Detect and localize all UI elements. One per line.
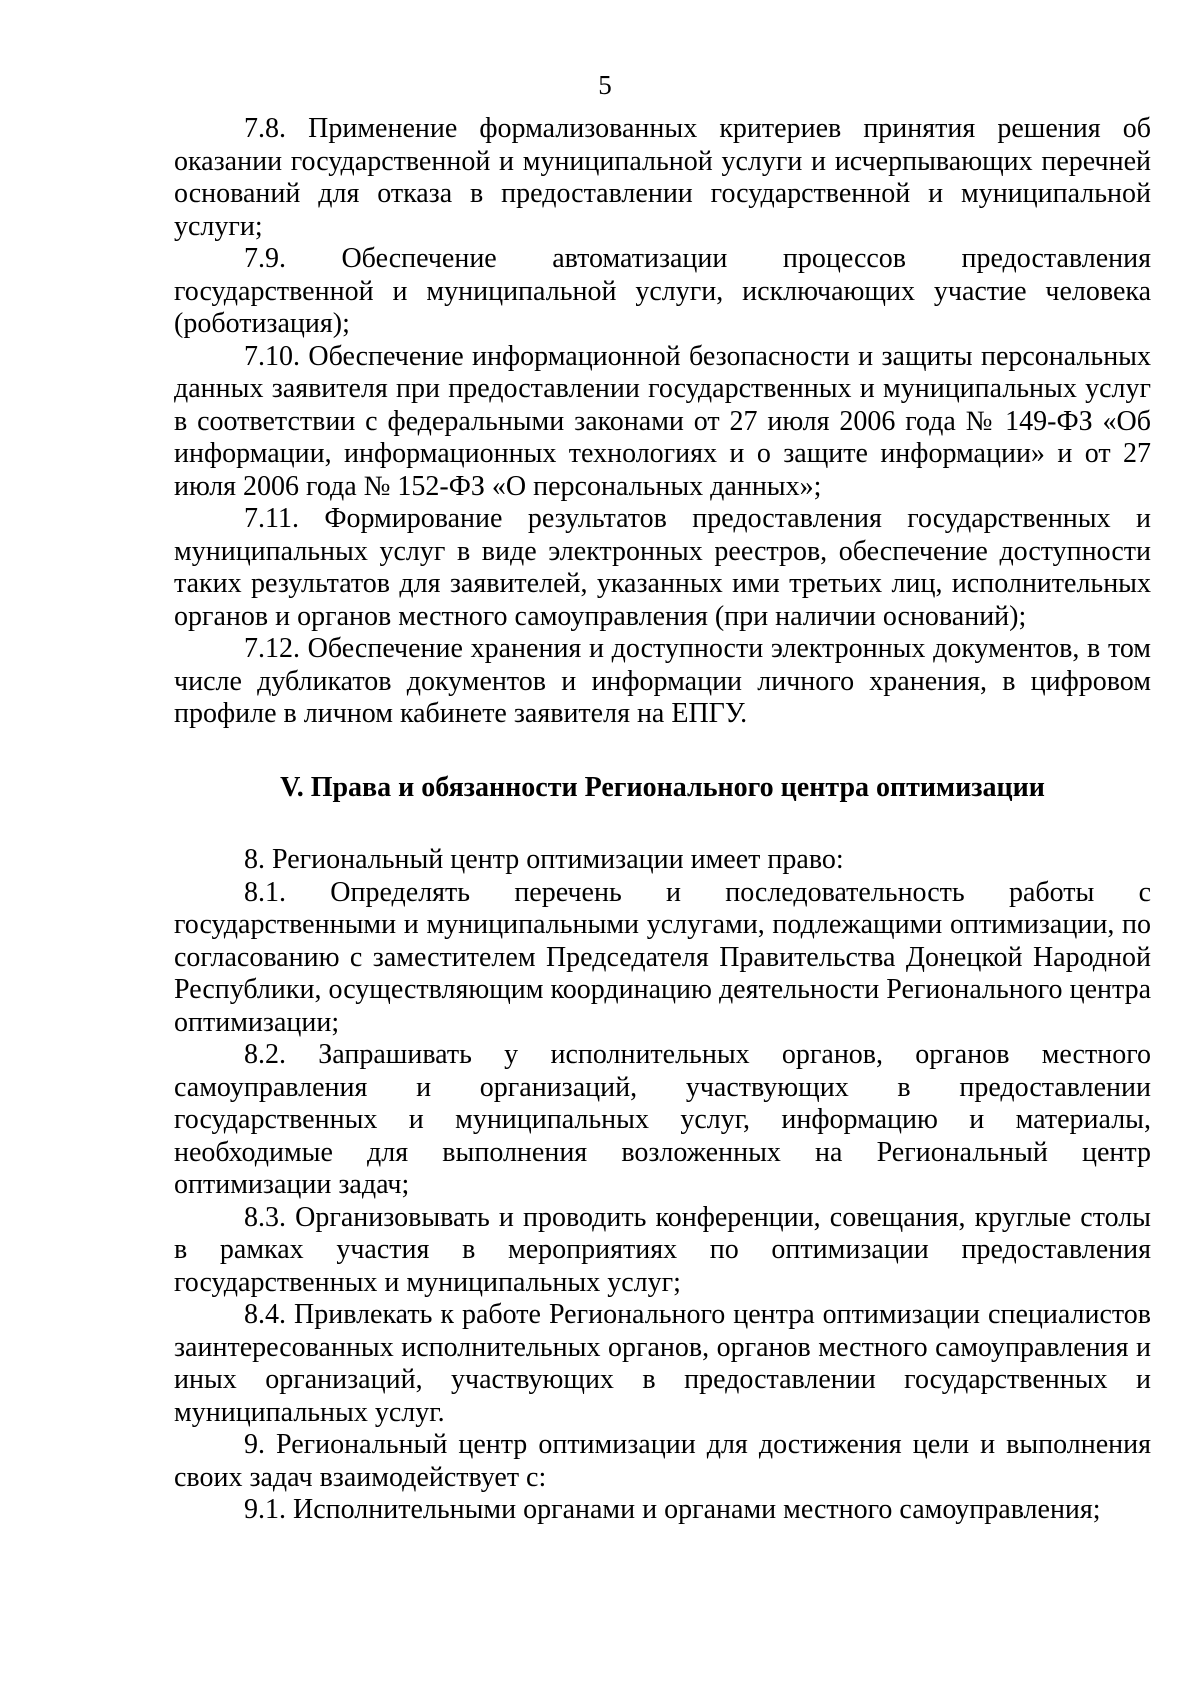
page-number: 5 xyxy=(598,70,612,100)
paragraph-9-1: 9.1. Исполнительными органами и органами местного самоуправления; xyxy=(244,1494,1101,1525)
section-heading: V. Права и обязанности Регионального центра оптимизации xyxy=(280,771,1045,803)
paragraph-7-11: 7.11. Формирование результатов предоставления государственных и муниципальных услуг в виде электронных реестров, обеспечение доступности таких результатов для заявителей, указанных ими третьих лиц, исполнительных органов и органов местного самоуправления (при наличии оснований); xyxy=(174,503,1151,632)
paragraph-8-1: 8.1. Определять перечень и последовательность работы с государственными и муниципальными услугами, подлежащими оптимизации, по согласованию с заместителем Председателя Правительства Донецкой Народной Республики, осуществляющим координацию деятельности Регионального центра оптимизации; xyxy=(174,876,1151,1038)
paragraph-8-4: 8.4. Привлекать к работе Регионального центра оптимизации специалистов заинтересованных исполнительных органов, органов местного самоуправления и иных организаций, участвующих в предоставлении государственных и муниципальных услуг. xyxy=(174,1299,1151,1428)
paragraph-7-12: 7.12. Обеспечение хранения и доступности электронных документов, в том числе дубликатов документов и информации личного хранения, в цифровом профиле в личном кабинете заявителя на ЕПГУ. xyxy=(174,633,1151,729)
paragraph-8-3: 8.3. Организовывать и проводить конференции, совещания, круглые столы в рамках участия в мероприятиях по оптимизации предоставления государственных и муниципальных услуг; xyxy=(174,1201,1151,1298)
document-body xyxy=(174,113,1151,1527)
paragraph-7-8: 7.8. Применение формализованных критериев принятия решения об оказании государственной и муниципальной услуги и исчерпывающих перечней оснований для отказа в предоставлении государственной и муниципальной услуги; xyxy=(174,113,1151,242)
paragraph-7-10: 7.10. Обеспечение информационной безопасности и защиты персональных данных заявителя при предоставлении государственных и муниципальных услуг в соответствии с федеральными законами от 27 июля 2006 года № 149-ФЗ «Об информации, информационных технологиях и о защите информации» и от 27 июля 2006 года № 152-ФЗ «О персональных данных»; xyxy=(174,340,1151,502)
paragraph-7-9: 7.9. Обеспечение автоматизации процессов предоставления государственной и муниципальной услуги, исключающих участие человека (роботизация); xyxy=(174,243,1151,339)
paragraph-8-2: 8.2. Запрашивать у исполнительных органов, органов местного самоуправления и организаций, участвующих в предоставлении государственных и муниципальных услуг, информацию и материалы, необходимые для выполнения возложенных на Региональный центр оптимизации задач; xyxy=(174,1039,1151,1200)
paragraph-8: 8. Региональный центр оптимизации имеет право: xyxy=(244,844,844,875)
paragraph-9: 9. Региональный центр оптимизации для достижения цели и выполнения своих задач взаимодействует с: xyxy=(174,1429,1151,1493)
